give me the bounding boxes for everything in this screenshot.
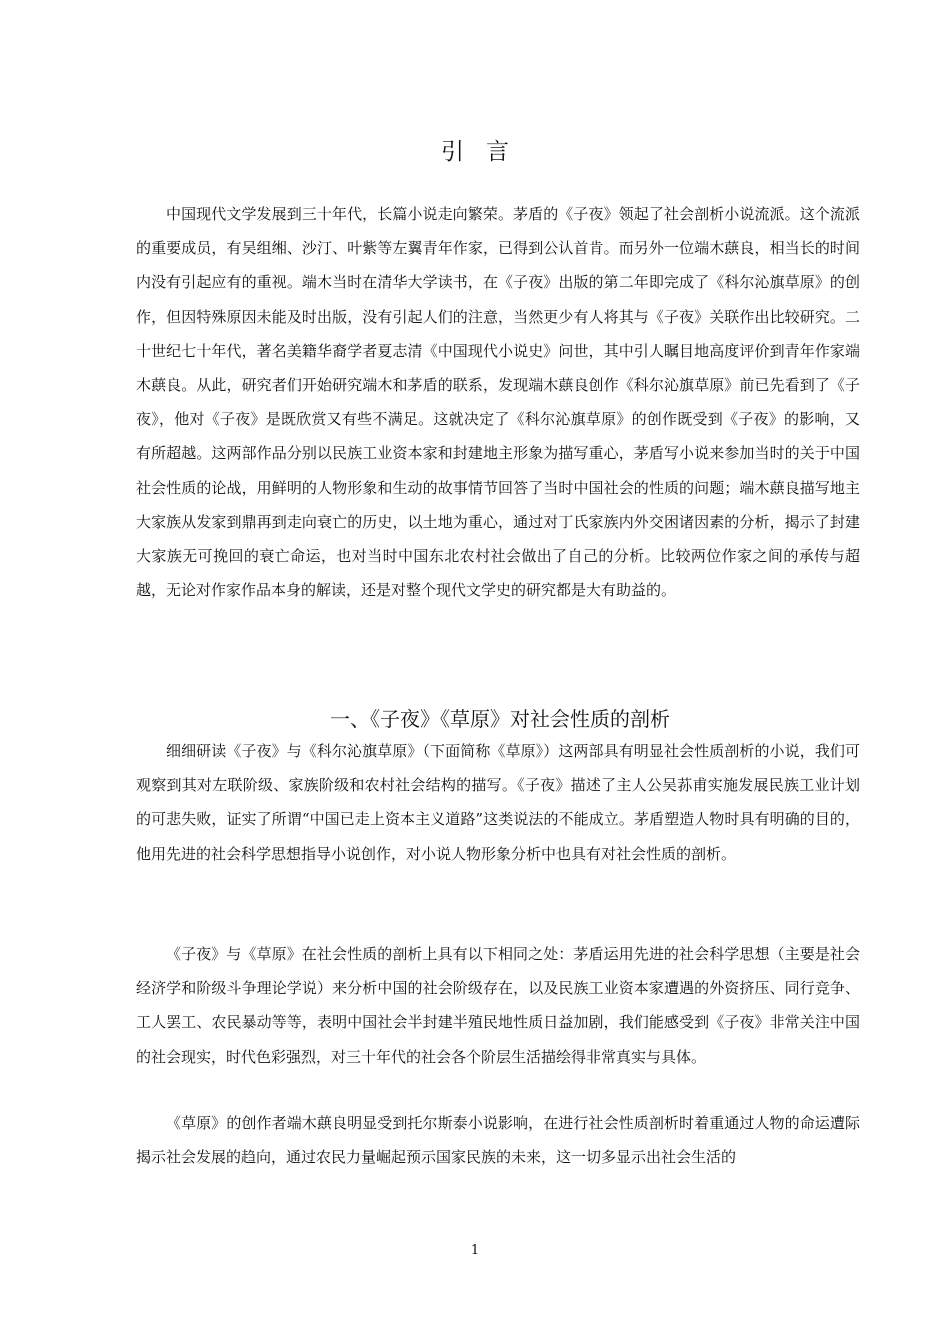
body-paragraph: 《子夜》与《草原》在社会性质的剖析上具有以下相同之处：茅盾运用先进的社会科学思想（主要是社会经济学和阶级斗争理论学说）来分析中国的社会阶级存在，以及民族工业资本家遭遇的外资挤压、同行竞争、工人罢工、农民暴动等等，表明中国社会半封建半殖民地性质日益加剧，我们能感受到《子夜》非常关注中国的社会现实，时代色彩强烈，对三十年代的社会各个阶层生活描绘得非常真实与具体。 [136,945,860,1066]
body-paragraph: 《草原》的创作者端木蕻良明显受到托尔斯泰小说影响，在进行社会性质剖析时着重通过人物的命运遭际揭示社会发展的趋向，通过农民力量崛起预示国家民族的未来，这一切多显示出社会生活的 [136,1114,860,1167]
page-number: 1 [470,1243,480,1258]
body-paragraph: 细细研读《子夜》与《科尔沁旗草原》（下面简称《草原》）这两部具有明显社会性质剖析的小说，我们可观察到其对左联阶级、家族阶级和农村社会结构的描写。《子夜》描述了主人公吴荪甫实施发展民族工业计划的可悲失败，证实了所谓“中国已走上资本主义道路”这类说法的不能成立。茅盾塑造人物时具有明确的目的，他用先进的社会科学思想指导小说创作，对小说人物形象分析中也具有对社会性质的剖析。 [136,742,860,863]
intro-heading: 引言 [441,139,531,165]
section-heading: 一、《子夜》《草原》对社会性质的剖析 [330,707,670,731]
intro-paragraph: 中国现代文学发展到三十年代，长篇小说走向繁荣。茅盾的《子夜》领起了社会剖析小说流派。这个流派的重要成员，有吴组缃、沙汀、叶紫等左翼青年作家，已得到公认首肯。而另外一位端木蕻良，相当长的时间内没有引起应有的重视。端木当时在清华大学读书，在《子夜》出版的第二年即完成了《科尔沁旗草原》的创作，但因特殊原因未能及时出版，没有引起人们的注意，当然更少有人将其与《子夜》关联作出比较研究。二十世纪七十年代，著名美籍华裔学者夏志清《中国现代小说史》问世，其中引人瞩目地高度评价到青年作家端木蕻良。从此，研究者们开始研究端木和茅盾的联系，发现端木蕻良创作《科尔沁旗草原》前已先看到了《子夜》，他对《子夜》是既欣赏又有些不满足。这就决定了《科尔沁旗草原》的创作既受到《子夜》的影响，又有所超越。这两部作品分别以民族工业资本家和封建地主形象为描写重心，茅盾写小说来参加当时的关于中国社会性质的论战，用鲜明的人物形象和生动的故事情节回答了当时中国社会的性质的问题；端木蕻良描写地主大家族从发家到鼎再到走向衰亡的历史，以土地为重心，通过对丁氏家族内外交困诸因素的分析，揭示了封建大家族无可挽回的衰亡命运，也对当时中国东北农村社会做出了自己的分析。比较两位作家之间的承传与超越，无论对作家作品本身的解读，还是对整个现代文学史的研究都是大有助益的。 [136,205,860,600]
